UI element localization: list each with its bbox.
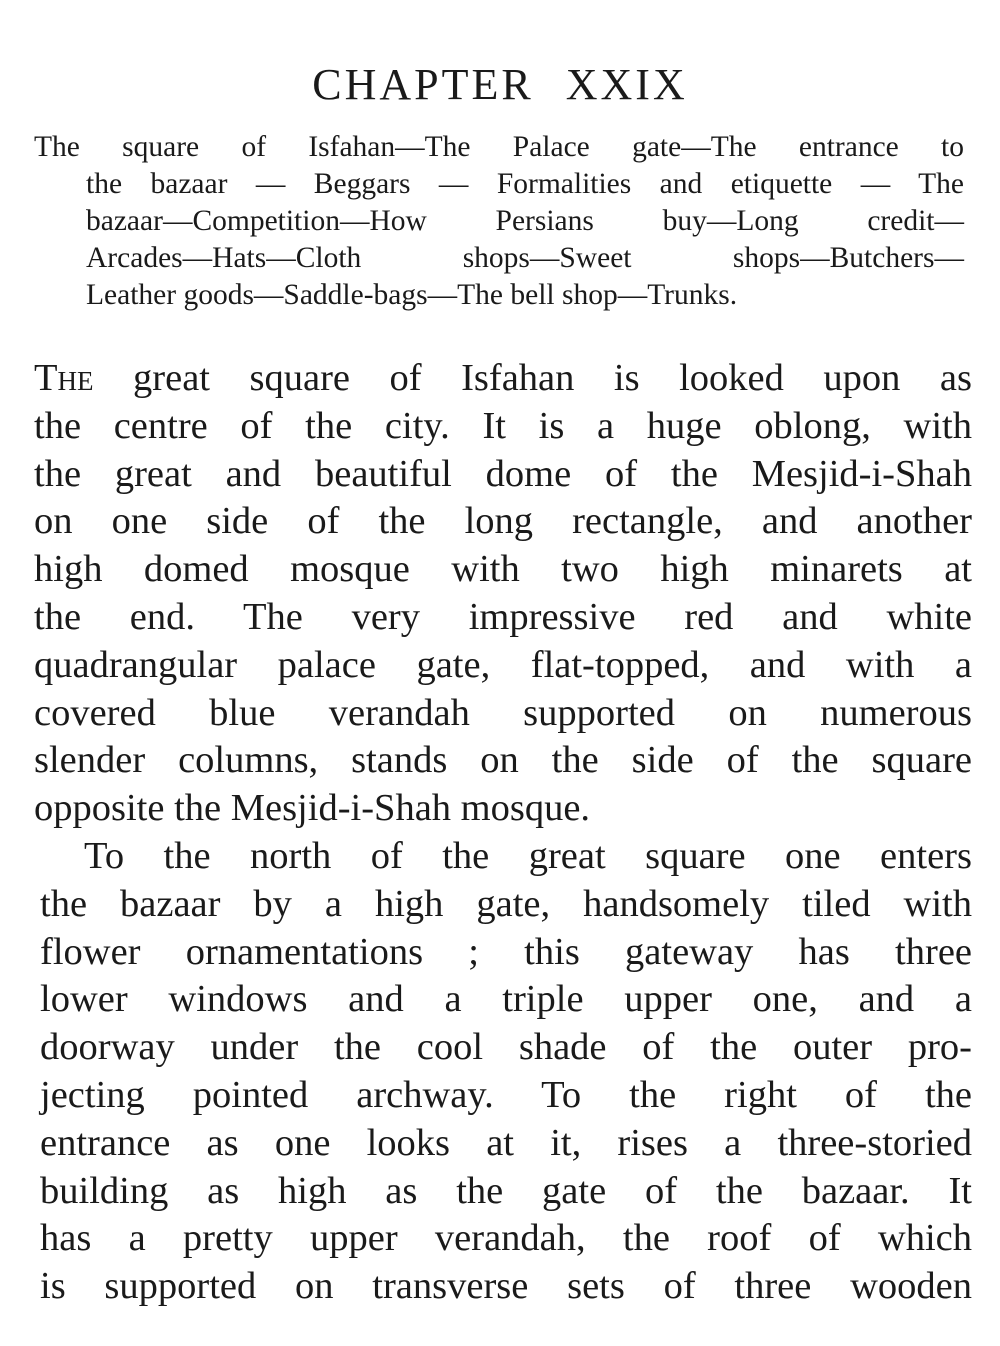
lead-word: The (34, 357, 94, 399)
paragraph-line: lower windows and a triple upper one, and a (40, 978, 972, 1021)
paragraph-line: the great and beautiful dome of the Mesjid-i-Shah (34, 452, 972, 495)
paragraph-line: building as high as the gate of the bazaar. It (40, 1169, 972, 1212)
chapter-title: CHAPTER XXIX (312, 60, 688, 110)
paragraph-line: doorway under the cool shade of the outer pro- (40, 1026, 972, 1069)
paragraph-line: flower ornamentations ; this gateway has three (40, 930, 972, 973)
summary-line: the bazaar — Beggars — Formalities and etiquette — The (86, 168, 964, 200)
paragraph-1 (34, 355, 972, 833)
paragraph-line: has a pretty upper verandah, the roof of which (40, 1217, 972, 1260)
paragraph-line: the end. The very impressive red and white (34, 595, 972, 638)
paragraph-line: entrance as one looks at it, rises a three-storied (40, 1121, 972, 1164)
paragraph-line (34, 355, 972, 403)
paragraph-line: opposite the Mesjid-i-Shah mosque. (34, 787, 591, 830)
chapter-summary (34, 129, 964, 314)
paragraph-line: is supported on transverse sets of three wooden (40, 1265, 972, 1308)
summary-line: Arcades—Hats—Cloth shops—Sweet shops—Butchers— (86, 242, 964, 274)
paragraph-line: jecting pointed archway. To the right of the (40, 1073, 972, 1116)
summary-line: The square of Isfahan—The Palace gate—The entrance to (34, 131, 964, 163)
paragraph-line: covered blue verandah supported on numerous (34, 691, 972, 734)
paragraph-line: on one side of the long rectangle, and another (34, 500, 972, 543)
paragraph-line: slender columns, stands on the side of the square (34, 739, 972, 782)
body-text (34, 355, 972, 1311)
line-text: great square of Isfahan is looked upon as (93, 357, 972, 399)
paragraph-line: To the north of the great square one enters (84, 834, 972, 877)
summary-line: Leather goods—Saddle-bags—The bell shop—Trunks. (86, 279, 738, 311)
paragraph-line: the bazaar by a high gate, handsomely tiled with (40, 882, 972, 925)
paragraph-line: the centre of the city. It is a huge oblong, with (34, 404, 972, 447)
paragraph-2 (34, 833, 972, 1311)
paragraph-line: high domed mosque with two high minarets at (34, 548, 972, 591)
paragraph-line: quadrangular palace gate, flat-topped, and with a (34, 643, 972, 686)
summary-line: bazaar—Competition—How Persians buy—Long credit— (86, 205, 964, 237)
